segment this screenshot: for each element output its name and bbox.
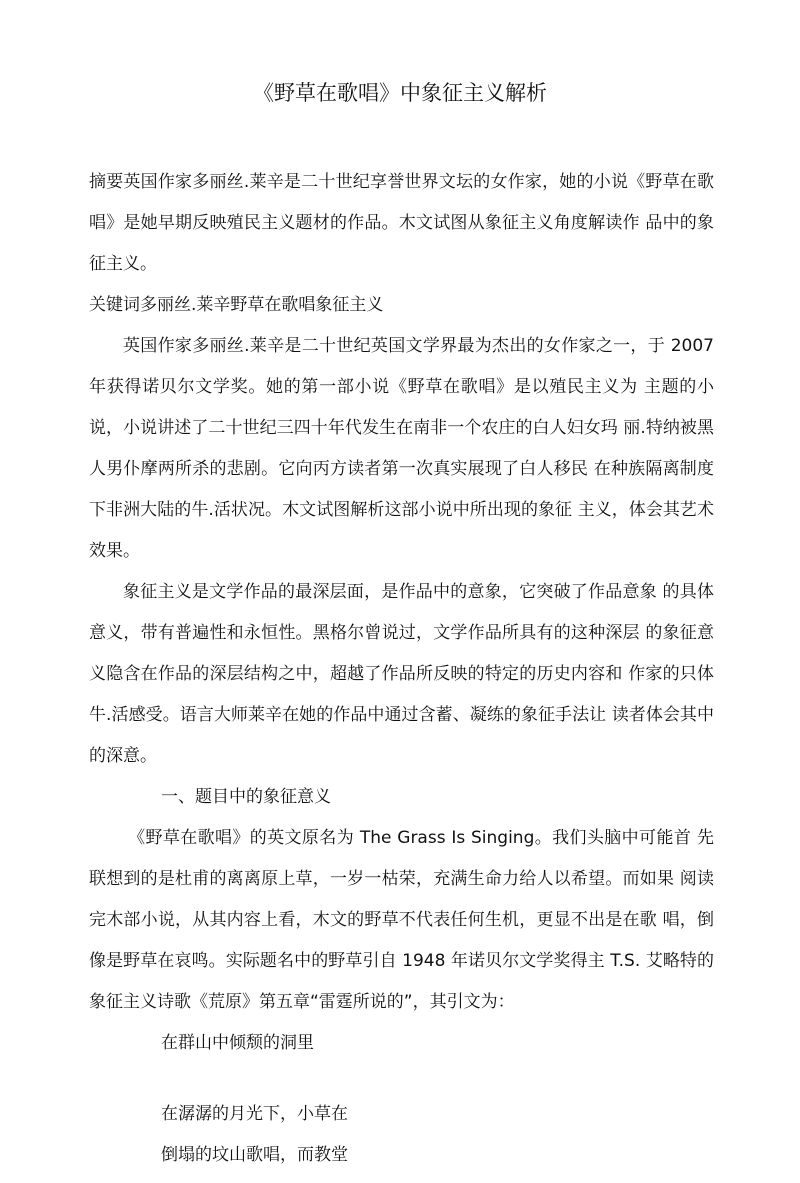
body-paragraph-2: 象征主义是文学作品的最深层面，是作品中的意象，它突破了作品意象 的具体意义，带有普遍性和永恒性。黑格尔曾说过，文学作品所具有的这种深层 的象征意义隐含在作品的深层结构之中，超越了作品所反映的特定的历史内容和 作家的只体牛.活感受。语言大师莱辛在她的作品中通过含蓄、凝练的象征手法让 读者体会其中的深意。 <box>89 582 714 766</box>
keywords-line: 关键词多丽丝.莱辛野草在歌唱象征主义 <box>89 295 384 315</box>
abstract-paragraph: 摘要英国作家多丽丝.莱辛是二十世纪享誉世界文坛的女作家，她的小说《野草在歌唱》是她早期反映殖民主义题材的作品。木文试图从象征主义角度解读作 品中的象征主义。 <box>89 172 714 274</box>
section-heading: 一、题目中的象征意义 <box>161 787 331 807</box>
poem-line-3: 倒塌的坟山歌唱，而教堂 <box>161 1145 348 1165</box>
section-paragraph: 《野草在歌唱》的英文原名为 The Grass Is Singing。我们头脑中可能首 先联想到的是杜甫的离离原上草，一岁一枯荣，充满生命力给人以希望。而如果 阅读完木部小说，从其内容上看，木文的野草不代表任何生机，更显不出是在歌 唱，倒像是野草在哀鸣。实际题名中的野草引自 1948 年诺贝尔文学奖得主 T.S. 艾略特的象征主义诗歌《荒原》第五章“雷霆所说的”，其引文为： <box>89 828 714 1012</box>
document-body <box>89 162 714 1176</box>
document-title: 《野草在歌唱》中象征主义解析 <box>253 81 547 105</box>
body-paragraph-1: 英国作家多丽丝.莱辛是二十世纪英国文学界最为杰出的女作家之一，于 2007 年获得诺贝尔文学奖。她的第一部小说《野草在歌唱》是以殖民主义为 主题的小说，小说讲述了二十世纪三四十年代发生在南非一个农庄的白人妇女玛 丽.特纳被黑人男仆摩两所杀的悲剧。它向丙方读者第一次真实展现了白人移民 在种族隔离制度下非洲大陆的牛.活状况。木文试图解析这部小说中所出现的象征 主义，体会其艺术效果。 <box>89 336 714 561</box>
poem-line-1: 在群山中倾颓的洞里 <box>161 1033 314 1053</box>
poem-line-2: 在潺潺的月光下，小草在 <box>161 1104 348 1124</box>
